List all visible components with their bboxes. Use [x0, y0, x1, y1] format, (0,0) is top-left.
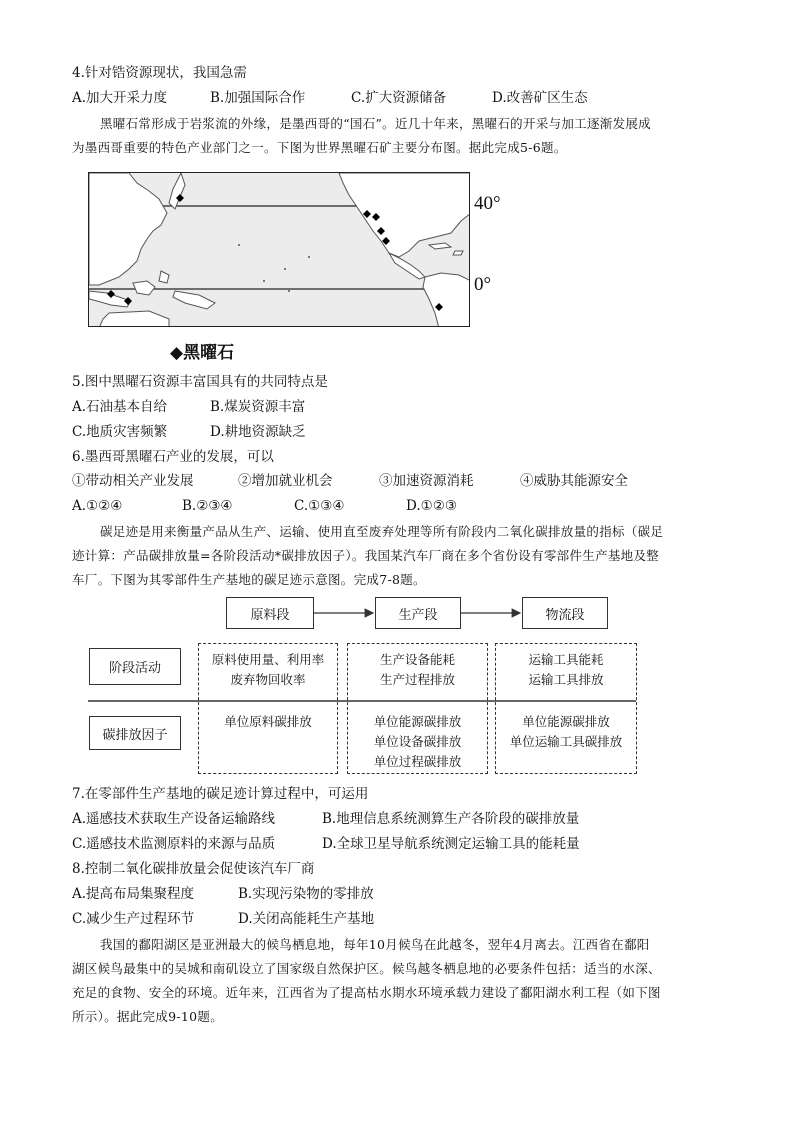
question-8-options-row-1 [72, 885, 374, 903]
factor-text: 单位设备碳排放 [373, 734, 462, 749]
option-a[interactable]: A.加大开采力度 [72, 90, 168, 106]
question-7-stem: 7.在零部件生产基地的碳足迹计算过程中，可运用 [72, 786, 369, 802]
factor-text: 单位能源碳排放 [373, 714, 462, 729]
question-6-stem: 6.墨西哥黑曜石产业的发展，可以 [72, 449, 274, 465]
option-d[interactable]: D.全球卫星导航系统测定运输工具的能耗量 [322, 836, 580, 852]
stage-column-raw-material [198, 643, 338, 774]
intro-5-6-line-1: 黑曜石常形成于岩浆流的外缘，是墨西哥的“国石”。近几十年来，黑曜石的开采与加工逐渐发展成 [100, 116, 651, 131]
item-3: ③加速资源消耗 [379, 473, 474, 489]
factor-text: 单位运输工具碳排放 [509, 734, 623, 749]
question-8-options-row-2 [72, 910, 374, 928]
option-c[interactable]: C.地质灾害频繁 [72, 424, 168, 440]
factor-text: 单位原料碳排放 [224, 714, 312, 729]
option-c[interactable]: C.减少生产过程环节 [72, 911, 195, 927]
option-a[interactable]: A.石油基本自给 [72, 399, 168, 415]
latitude-label-40: 40° [474, 193, 501, 214]
option-c[interactable]: C.遥感技术监测原料的来源与品质 [72, 836, 276, 852]
question-7-options-row-1 [72, 810, 579, 828]
item-2: ②增加就业机会 [238, 473, 333, 489]
option-c[interactable]: C.①③④ [294, 498, 345, 514]
activity-text: 原料使用量、利用率 [211, 652, 325, 667]
intro-9-10-line-4: 所示）。据此完成9-10题。 [72, 1009, 224, 1024]
question-4-stem: 4.针对锆资源现状，我国急需 [72, 65, 247, 81]
row-label-activity: 阶段活动 [89, 648, 181, 685]
stage-box-logistics: 物流段 [522, 597, 608, 629]
option-b[interactable]: B.②③④ [182, 498, 233, 514]
option-a[interactable]: A.①②④ [72, 498, 123, 514]
option-d[interactable]: D.关闭高能耗生产基地 [238, 911, 375, 927]
activity-text: 生产过程排放 [379, 672, 455, 687]
option-d[interactable]: D.耕地资源缺乏 [210, 424, 306, 440]
item-1: ①带动相关产业发展 [72, 473, 194, 489]
activity-text: 废弃物回收率 [230, 672, 306, 687]
factor-text: 单位过程碳排放 [373, 754, 462, 769]
option-d[interactable]: D.改善矿区生态 [492, 90, 588, 106]
stage-box-production: 生产段 [375, 597, 461, 629]
question-7-options-row-2 [72, 835, 580, 853]
legend-label: 黑曜石 [183, 343, 235, 363]
factor-text: 单位能源碳排放 [522, 714, 610, 729]
diamond-icon: ◆ [170, 343, 184, 363]
activity-text: 运输工具能耗 [528, 652, 604, 667]
intro-9-10-line-3: 充足的食物、安全的环境。近年来，江西省为了提高枯水期水环境承载力建设了鄱阳湖水利工程（如下图 [72, 985, 661, 1000]
option-a[interactable]: A.提高布局集聚程度 [72, 886, 195, 902]
intro-9-10-line-1: 我国的鄱阳湖区是亚洲最大的候鸟栖息地，每年10月候鸟在此越冬，翌年4月离去。江西省在鄱阳 [100, 937, 650, 952]
intro-5-6-line-2: 为墨西哥重要的特色产业部门之一。下图为世界黑曜石矿主要分布图。据此完成5-6题。 [72, 140, 567, 155]
intro-7-8-line-3: 车厂。下图为其零部件生产基地的碳足迹示意图。完成7-8题。 [72, 572, 426, 587]
option-b[interactable]: B.加强国际合作 [210, 90, 306, 106]
item-4: ④威胁其能源安全 [520, 473, 628, 489]
option-b[interactable]: B.煤炭资源丰富 [210, 399, 306, 415]
intro-7-8-line-1: 碳足迹是用来衡量产品从生产、运输、使用直至废弃处理等所有阶段内二氧化碳排放量的指标（碳足 [100, 524, 664, 539]
activity-text: 运输工具排放 [528, 672, 604, 687]
option-c[interactable]: C.扩大资源储备 [351, 90, 447, 106]
question-8-stem: 8.控制二氧化碳排放量会促使该汽车厂商 [72, 861, 315, 877]
row-label-emission-factor: 碳排放因子 [89, 716, 181, 750]
option-d[interactable]: D.①②③ [406, 498, 457, 514]
intro-9-10 [72, 933, 732, 1029]
intro-7-8-line-2: 迹计算：产品碳排放量=各阶段活动*碳排放因子）。我国某汽车厂商在多个省份设有零部件生产基地及整 [72, 548, 660, 563]
stage-column-logistics [495, 643, 637, 774]
intro-9-10-line-2: 湖区候鸟最集中的吴城和南矶设立了国家级自然保护区。候鸟越冬栖息地的必要条件包括：适当的水深、 [72, 961, 661, 976]
question-5-stem: 5.图中黑曜石资源丰富国具有的共同特点是 [72, 374, 328, 390]
option-b[interactable]: B.地理信息系统测算生产各阶段的碳排放量 [322, 811, 580, 827]
option-b[interactable]: B.实现污染物的零排放 [238, 886, 374, 902]
stage-box-raw-material: 原料段 [226, 597, 314, 629]
activity-text: 生产设备能耗 [379, 652, 455, 667]
option-a[interactable]: A.遥感技术获取生产设备运输路线 [72, 811, 276, 827]
latitude-label-0: 0° [474, 274, 492, 295]
stage-column-production [347, 643, 488, 774]
